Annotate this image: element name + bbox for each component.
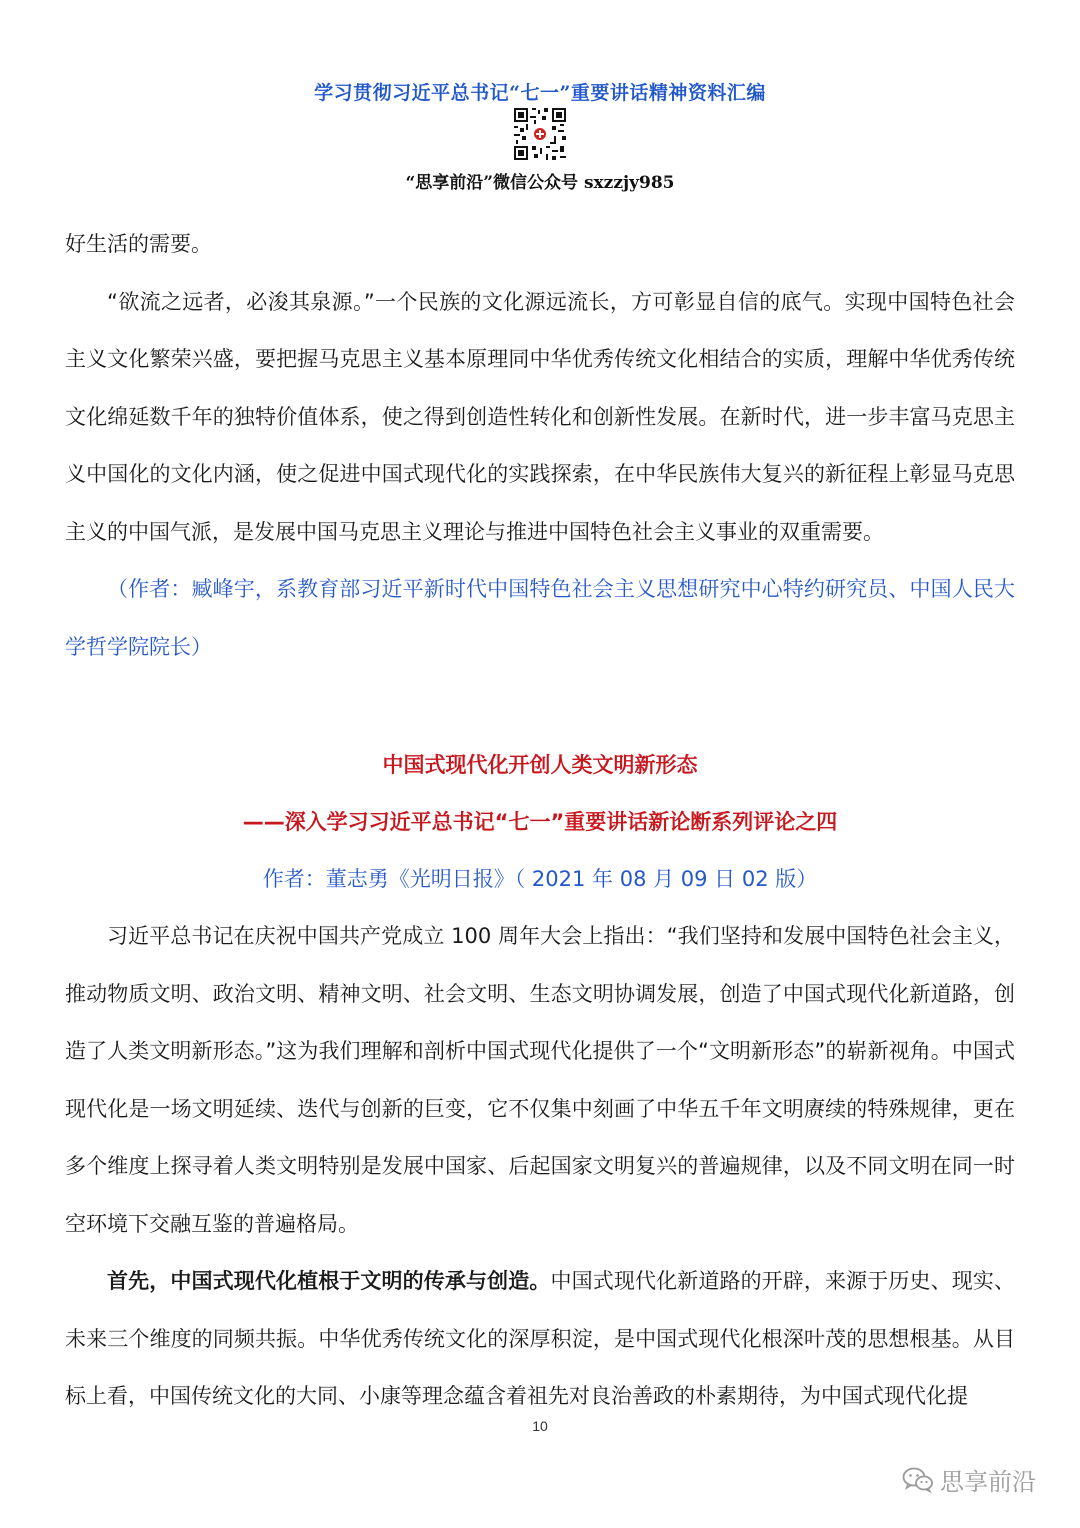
paragraph-continuation: 好生活的需要。 bbox=[65, 232, 212, 256]
paragraph-lead: 首先，中国式现代化植根于文明的传承与创造。 bbox=[107, 1269, 551, 1293]
page-number: 10 bbox=[532, 1418, 548, 1434]
header-title: 学习贯彻习近平总书记“七一”重要讲话精神资料汇编 bbox=[314, 82, 766, 104]
wechat-icon bbox=[902, 1467, 934, 1493]
watermark-text: 思享前沿 bbox=[940, 1468, 1036, 1496]
header-subtitle: “思享前沿”微信公众号 sxzzjy985 bbox=[405, 173, 675, 193]
article-title: 中国式现代化开创人类文明新形态 bbox=[382, 753, 698, 777]
qr-code-icon bbox=[512, 106, 568, 162]
watermark bbox=[902, 1462, 1036, 1497]
author-note: （作者：臧峰宇，系教育部习近平新时代中国特色社会主义思想研究中心特约研究员、中国人民大学哲学院院长） bbox=[65, 577, 1015, 659]
article-byline: 作者：董志勇《光明日报》（ 2021 年 08 月 09 日 02 版） bbox=[262, 867, 818, 891]
section-gap bbox=[65, 676, 1015, 737]
paragraph bbox=[65, 1253, 1015, 1426]
paragraph: “欲流之远者，必浚其泉源。”一个民族的文化源远流长，方可彰显自信的底气。实现中国特色社会主义文化繁荣兴盛，要把握马克思主义基本原理同中华优秀传统文化相结合的实质，理解中华优秀传统文化绵延数千年的独特价值体系，使之得到创造性转化和创新性发展。在新时代，进一步丰富马克思主义中国化的文化内涵，使之促进中国式现代化的实践探索，在中华民族伟大复兴的新征程上彰显马克思主义的中国气派，是发展中国马克思主义理论与推进中国特色社会主义事业的双重需要。 bbox=[65, 289, 1015, 544]
paragraph: 习近平总书记在庆祝中国共产党成立 100 周年大会上指出：“我们坚持和发展中国特色社会主义，推动物质文明、政治文明、精神文明、社会文明、生态文明协调发展，创造了中国式现代化新道路，创造了人类文明新形态。”这为我们理解和剖析中国式现代化提供了一个“文明新形态”的崭新视角。中国式现代化是一场文明延续、迭代与创新的巨变，它不仅集中刻画了中华五千年文明赓续的特殊规律，更在多个维度上探寻着人类文明特别是发展中国家、后起国家文明复兴的普遍规律，以及不同文明在同一时空环境下交融互鉴的普遍格局。 bbox=[65, 924, 1015, 1236]
paragraph-body: 中国式现代化新道路的开辟，来源于历史、现实、未来三个维度的同频共振。中华优秀传统文化的深厚积淀，是中国式现代化根深叶茂的思想根基。从目标上看，中国传统文化的大同、小康等理念蕴含着祖先对良治善政的朴素期待，为中国式现代化提 bbox=[65, 1269, 1015, 1408]
page-content bbox=[65, 216, 1015, 1426]
article-subtitle: ——深入学习习近平总书记“七一”重要讲话新论断系列评论之四 bbox=[242, 810, 838, 834]
